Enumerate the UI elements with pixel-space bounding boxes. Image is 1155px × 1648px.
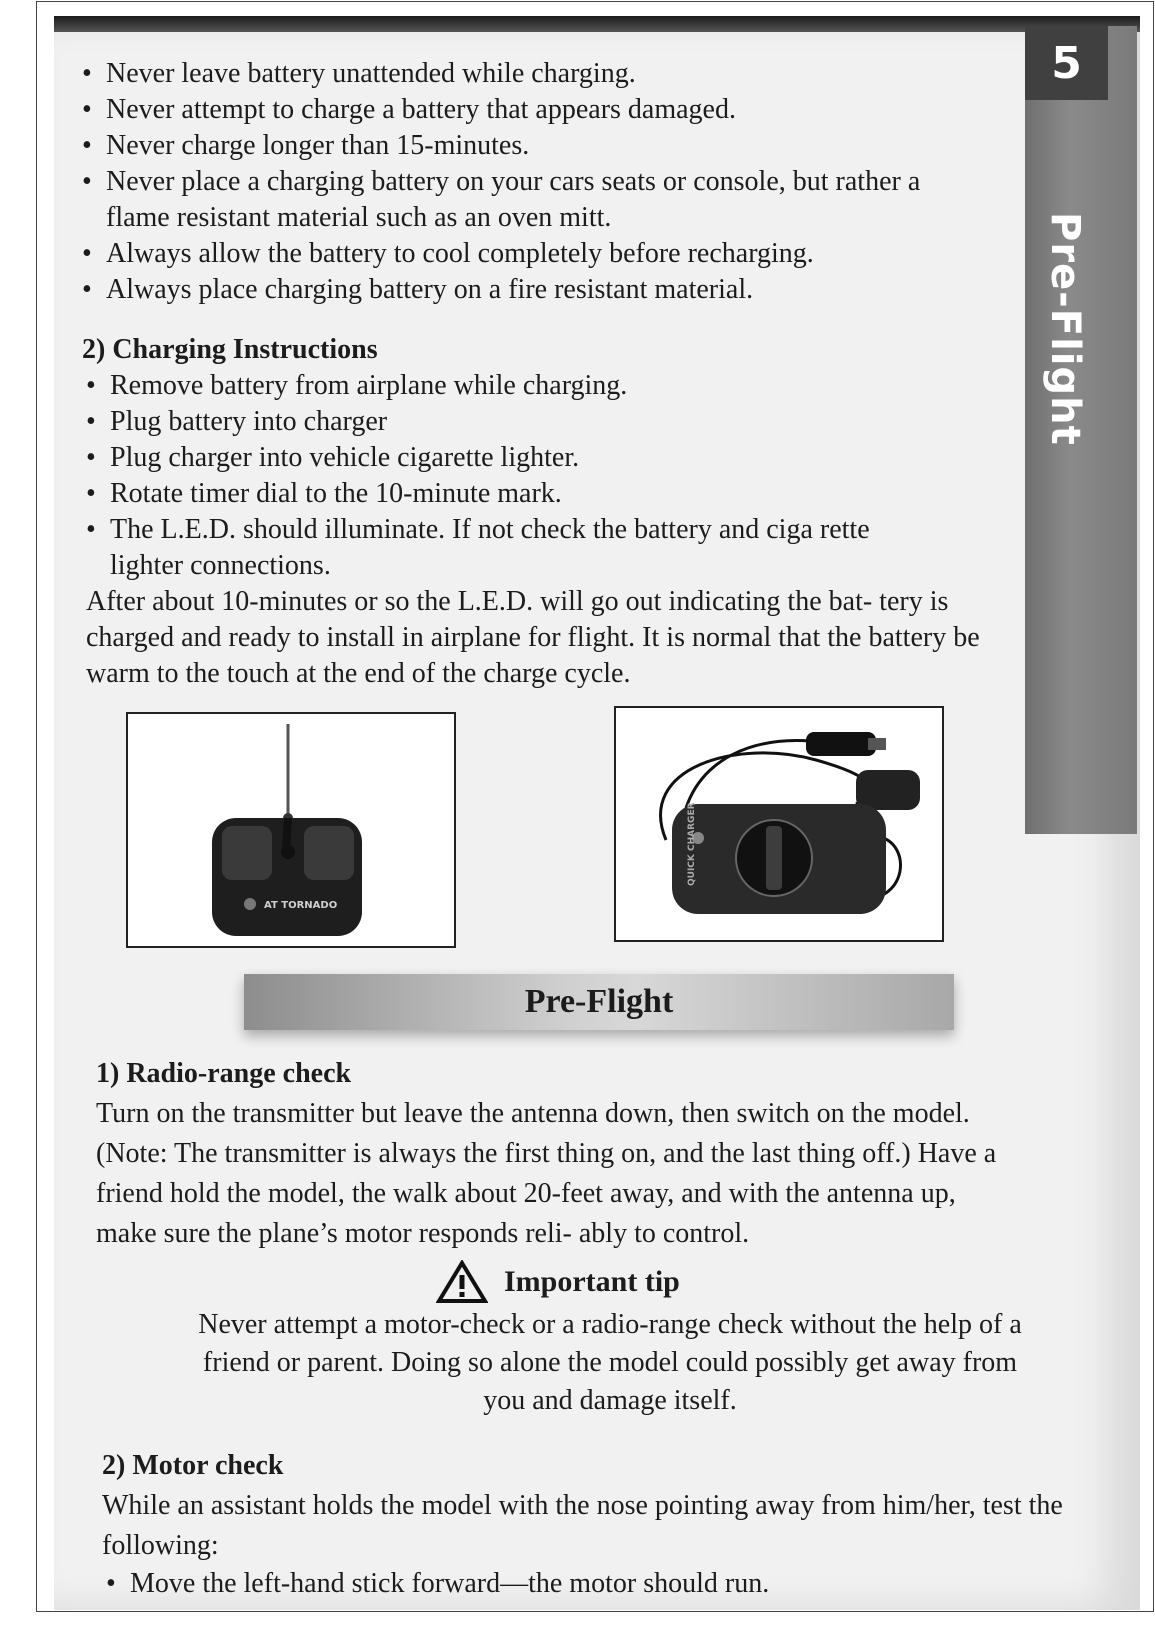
section-tab-label: Pre-Flight [1042,212,1088,446]
transmitter-label: AT TORNADO [264,900,338,911]
motor-bullet: • Move the left-hand stick forward—the motor should run. [104,1566,1004,1602]
charging-bullet: • The L.E.D. should illuminate. If not check the battery and ciga rette lighter connections. [84,512,944,584]
page-number: 5 [1025,26,1108,100]
charging-heading: 2) Charging Instructions [82,334,378,365]
charging-bullet: • Remove battery from airplane while charging. [84,368,944,404]
motor-check-list [104,1566,1004,1602]
motor-check-text: While an assistant holds the model with the nose pointing away from him/her, test the following: [102,1490,1063,1561]
safety-bullet: • Always allow the battery to cool completely before recharging. [80,236,960,272]
transmitter-illustration [128,714,454,946]
safety-bullet: • Never attempt to charge a battery that appears damaged. [80,92,960,128]
preflight-banner: Pre-Flight [244,974,954,1030]
safety-bullet: • Never charge longer than 15-minutes. [80,128,960,164]
charging-list [84,368,944,584]
charging-bullet: • Rotate timer dial to the 10-minute mark. [84,476,944,512]
charging-bullet: • Plug charger into vehicle cigarette lighter. [84,440,944,476]
page-top-edge [54,16,1140,32]
important-tip-text: Never attempt a motor-check or a radio-range check without the help of a friend or parent. Doing so alone the model could possibly get away from you and damage itself. [198,1309,1022,1416]
safety-bullet: • Never place a charging battery on your cars seats or console, but rather a flame resistant material such as an oven mitt. [80,164,960,236]
transmitter-photo [126,712,456,948]
safety-list [80,56,960,308]
radio-check-heading: 1) Radio-range check [96,1058,352,1089]
warning-icon [436,1260,488,1304]
safety-bullet: • Never leave battery unattended while charging. [80,56,960,92]
charger-label: QUICK CHARGER [687,802,697,886]
safety-bullet: • Always place charging battery on a fire resistant material. [80,272,960,308]
important-tip-title: Important tip [504,1265,680,1298]
charger-photo [614,706,944,942]
radio-check-text: Turn on the transmitter but leave the antenna down, then switch on the model. (Note: The transmitter is always the first thing on, and the last thing off.) Have a friend hold the model, the walk about 20-feet away, and with the antenna up, make sure the plane’s motor responds reli- ably to control. [96,1098,997,1249]
important-tip [436,1260,680,1304]
charger-illustration [616,708,942,940]
charging-paragraph: After about 10-minutes or so the L.E.D. will go out indicating the bat- tery is charged and ready to install in airplane for flight. It is normal that the battery be warm to the touch at the end of the charge cycle. [86,586,980,689]
motor-check-heading: 2) Motor check [102,1450,284,1481]
charging-bullet: • Plug battery into charger [84,404,944,440]
